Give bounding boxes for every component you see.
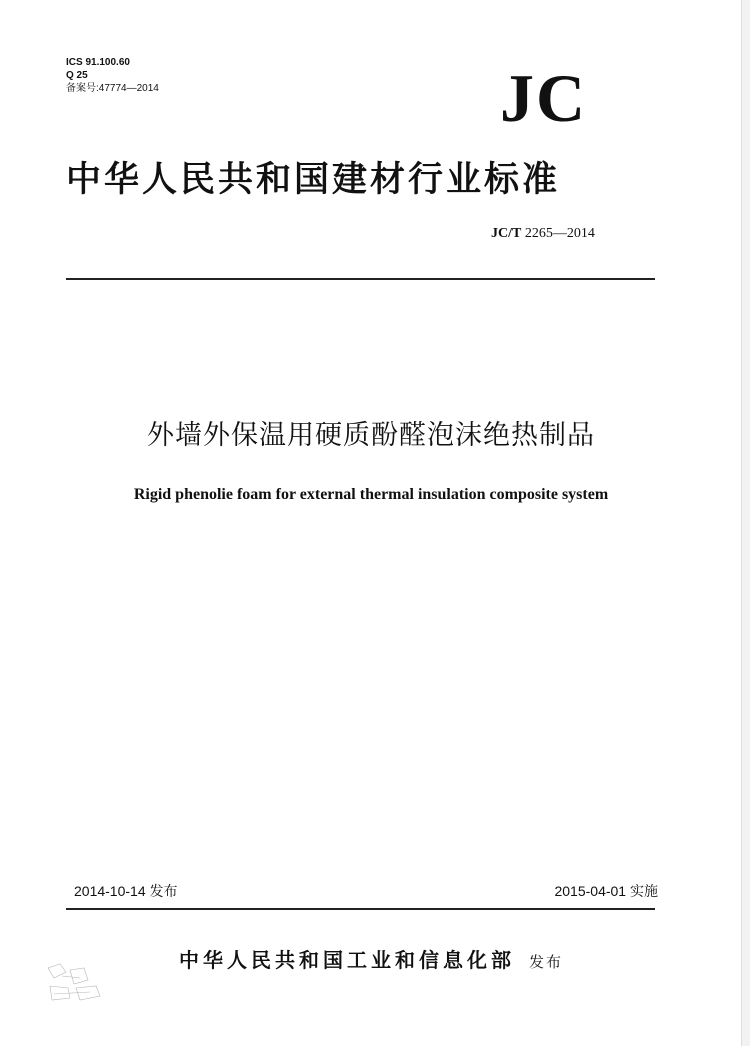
ics-code (66, 56, 130, 69)
document-title-english: Rigid phenolie foam for external thermal insulation composite system (133, 486, 609, 503)
ics-label: ICS 91.100.60 (66, 57, 130, 68)
top-divider (66, 278, 655, 280)
standard-title: 中华人民共和国建材行业标准 (66, 160, 561, 200)
record-label: 备案号:47774—2014 (66, 83, 159, 94)
standard-code: JC/T (491, 226, 522, 241)
faint-stamp-mark (40, 958, 112, 1008)
issue-date-value: 2014-10-14 (74, 883, 146, 899)
issue-date (74, 881, 178, 901)
jc-logo: JC (500, 60, 588, 136)
implement-date (554, 881, 658, 901)
document-title-chinese: 外墙外保温用硬质酚醛泡沫绝热制品 (147, 420, 595, 451)
issuer-name: 中华人民共和国工业和信息化部 (178, 948, 515, 972)
standard-number (491, 226, 595, 242)
ccs-code (66, 69, 88, 82)
ccs-label: Q 25 (66, 70, 88, 81)
issuer-suffix: 发布 (528, 953, 563, 971)
issue-date-label: 发布 (149, 883, 178, 899)
record-number (66, 82, 159, 95)
standard-number-value: 2265—2014 (524, 226, 595, 241)
bottom-divider (66, 908, 655, 910)
implement-date-label: 实施 (630, 883, 658, 899)
page-edge (741, 0, 750, 1046)
implement-date-value: 2015-04-01 (554, 883, 627, 899)
